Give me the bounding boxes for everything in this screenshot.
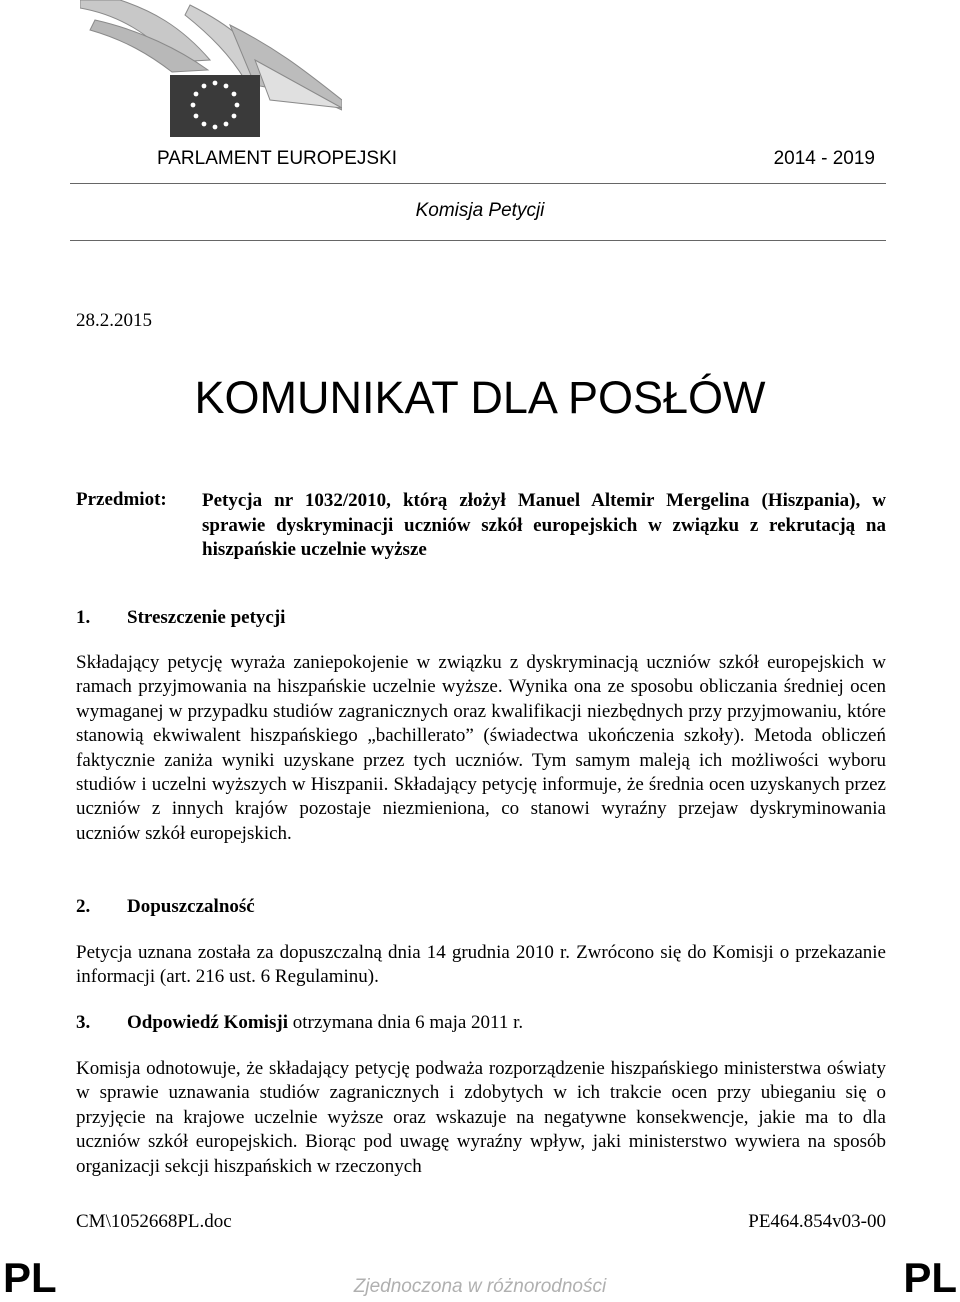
section-2-number: 2.: [76, 896, 91, 917]
document-date: 28.2.2015: [76, 310, 152, 331]
section-2-title: Dopuszczalność: [127, 896, 255, 917]
section-3-heading: [127, 1012, 523, 1034]
committee-name: [0, 200, 960, 222]
subject-label: Przedmiot:: [76, 489, 167, 510]
language-code-left: PL: [3, 1254, 57, 1301]
section-3-title: Odpowiedź Komisji: [127, 1012, 288, 1033]
section-1-paragraph: Składający petycję wyraża zaniepokojenie w związku z dyskryminacją uczniów szkół europejskich w ramach przyjmowania na hiszpańskie uczelnie wyższe. Wynika ona ze sposobu obliczania średniej ocen wymaganej w przypadku studiów zagranicznych oraz kwalifikacji niezbędnych przy przyjmowaniu, które stanowią ekwiwalent hiszpańskiego „bachillerato” (świadectwa ukończenia szkoły). Metoda obliczeń faktycznie zaniża wyniki uzyskane przez tych uczniów. Tym samym maleją ich możliwości wyboru studiów i uczelni wyższych w Hiszpanii. Składający petycję informuje, że średnia ocen uzyskanych przez uczniów z innych krajów pozostaje niezmieniona, co stanowi wyraźny przejaw dyskryminowania uczniów szkół europejskich.: [76, 652, 886, 844]
institution-name: PARLAMENT EUROPEJSKI: [157, 148, 398, 169]
section-2-paragraph: Petycja uznana została za dopuszczalną dnia 14 grudnia 2010 r. Zwrócono się do Komisji o przekazanie informacji (art. 216 ust. 6 Regulaminu).: [76, 942, 886, 988]
section-1-title: Streszczenie petycji: [127, 607, 286, 628]
section-3-number: 3.: [76, 1012, 91, 1033]
committee-divider: [70, 240, 886, 241]
language-code-right: PL: [903, 1254, 957, 1301]
eu-motto: Zjednoczona w różnorodności: [353, 1276, 607, 1297]
document-reference: CM\1052668PL.doc: [76, 1211, 232, 1232]
section-3-title-suffix: otrzymana dnia 6 maja 2011 r.: [287, 1012, 524, 1033]
section-1-number: 1.: [76, 607, 91, 628]
committee-label: Komisja Petycji: [415, 200, 545, 221]
european-parliament-logo-icon: [80, 0, 342, 140]
subject-text: Petycja nr 1032/2010, którą złożył Manuel Altemir Mergelina (Hiszpania), w sprawie dyskryminacji uczniów szkół europejskich w związku z rekrutacją na hiszpańskie uczelnie wyższe: [202, 490, 886, 560]
parliamentary-term: 2014 - 2019: [773, 148, 875, 169]
header-divider: [70, 183, 886, 184]
section-3-paragraph: Komisja odnotowuje, że składający petycję podważa rozporządzenie hiszpańskiego ministerstwa oświaty w sprawie uznawania studiów zagranicznych i zdobytych w ich trakcie ocen przy ubieganiu się o przyjęcie na krajowe uczelnie wyższe oraz wskazuje na negatywne konsekwencje, jakie ma to dla uczniów szkół europejskich. Biorąc pod uwagę wyraźny wpływ, jaki ministerstwo wywiera na sposób organizacji sekcji hiszpańskich w rzeczonych: [76, 1058, 886, 1177]
pe-reference: PE464.854v03-00: [748, 1211, 886, 1232]
document-title: KOMUNIKAT DLA POSŁÓW: [194, 372, 766, 423]
